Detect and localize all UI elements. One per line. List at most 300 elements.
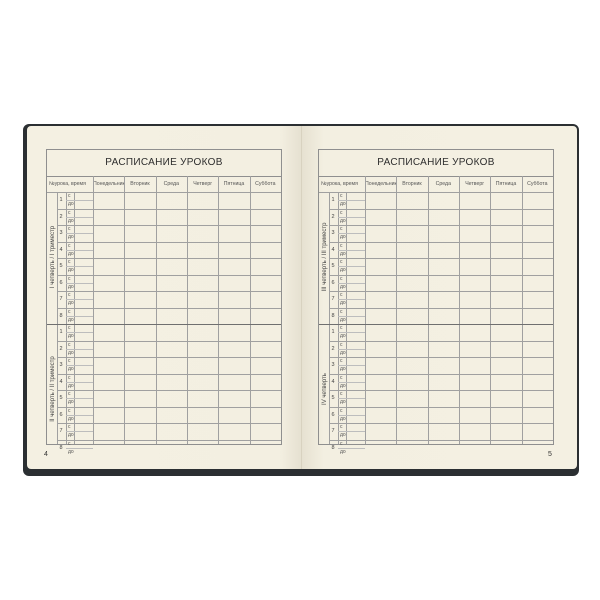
schedule-cell[interactable] <box>251 391 281 407</box>
schedule-cell[interactable] <box>366 276 396 292</box>
column-header-day: Среда <box>163 181 179 187</box>
time-to-label: до <box>68 382 74 389</box>
schedule-cell[interactable] <box>94 193 124 209</box>
time-to-label: до <box>340 201 346 207</box>
schedule-cell[interactable] <box>157 276 187 292</box>
schedule-cell[interactable] <box>366 226 396 242</box>
schedule-cell[interactable] <box>429 309 459 325</box>
schedule-cell[interactable] <box>397 210 427 226</box>
schedule-cell[interactable] <box>219 358 249 374</box>
schedule-cell[interactable] <box>366 193 396 209</box>
lesson-number: 5 <box>331 395 335 401</box>
time-from-label: с <box>68 193 71 199</box>
time-from-label: с <box>340 292 343 298</box>
schedule-cell[interactable] <box>219 193 249 209</box>
schedule-cell[interactable] <box>219 243 249 259</box>
schedule-cell[interactable] <box>251 276 281 292</box>
schedule-cell[interactable] <box>460 424 490 440</box>
schedule-cell[interactable] <box>251 292 281 308</box>
schedule-cell[interactable] <box>523 292 553 308</box>
schedule-cell[interactable] <box>491 243 521 259</box>
schedule-cell[interactable] <box>219 424 249 440</box>
time-split-line <box>338 316 365 317</box>
schedule-cell[interactable] <box>188 193 218 209</box>
schedule-cell[interactable] <box>460 358 490 374</box>
schedule-cell[interactable] <box>397 358 427 374</box>
lesson-number: 6 <box>331 411 335 418</box>
schedule-cell[interactable] <box>397 259 427 275</box>
schedule-cell[interactable] <box>94 441 124 457</box>
schedule-cell[interactable] <box>460 325 490 341</box>
time-from-label: с <box>340 259 343 265</box>
lesson-number: 2 <box>331 345 335 352</box>
schedule-cell[interactable] <box>460 391 490 407</box>
time-to-label: до <box>68 448 74 455</box>
schedule-cell[interactable] <box>429 375 459 391</box>
time-to-label: до <box>68 283 74 290</box>
schedule-cell[interactable] <box>491 424 521 440</box>
time-split-line <box>338 431 365 432</box>
schedule-cell[interactable] <box>397 375 427 391</box>
lesson-number: 6 <box>331 279 335 286</box>
schedule-cell[interactable] <box>523 193 553 209</box>
time-to-label: до <box>68 250 74 257</box>
time-from-label: с <box>340 209 343 216</box>
schedule-cell[interactable] <box>491 193 521 209</box>
column-header-day: Суббота <box>527 181 548 187</box>
schedule-cell[interactable] <box>366 292 396 308</box>
time-to-label: до <box>68 267 74 273</box>
schedule-cell[interactable] <box>366 424 396 440</box>
schedule-cell[interactable] <box>397 408 427 424</box>
time-from-label: с <box>68 440 71 447</box>
schedule-cell[interactable] <box>523 375 553 391</box>
schedule-cell[interactable] <box>429 424 459 440</box>
column-header-lesson-time: №урока, время <box>49 181 86 187</box>
time-from-label: с <box>68 308 71 315</box>
time-split-line <box>66 431 93 432</box>
time-split-line <box>66 332 93 333</box>
schedule-cell[interactable] <box>188 342 218 358</box>
schedule-cell[interactable] <box>523 210 553 226</box>
schedule-cell[interactable] <box>188 375 218 391</box>
schedule-cell[interactable] <box>157 342 187 358</box>
schedule-cell[interactable] <box>94 391 124 407</box>
schedule-cell[interactable] <box>251 193 281 209</box>
schedule-cell[interactable] <box>523 408 553 424</box>
time-to-label: до <box>340 300 346 306</box>
schedule-cell[interactable] <box>523 325 553 341</box>
schedule-cell[interactable] <box>188 408 218 424</box>
schedule-cell[interactable] <box>219 391 249 407</box>
schedule-cell[interactable] <box>157 259 187 275</box>
schedule-cell[interactable] <box>125 441 155 457</box>
schedule-cell[interactable] <box>94 259 124 275</box>
schedule-cell[interactable] <box>460 226 490 242</box>
column-header-day: Суббота <box>255 181 276 187</box>
schedule-cell[interactable] <box>397 424 427 440</box>
schedule-cell[interactable] <box>251 424 281 440</box>
schedule-cell[interactable] <box>397 243 427 259</box>
schedule-cell[interactable] <box>397 193 427 209</box>
time-from-label: с <box>340 374 343 381</box>
schedule-cell[interactable] <box>366 342 396 358</box>
schedule-cell[interactable] <box>429 325 459 341</box>
schedule-cell[interactable] <box>460 375 490 391</box>
schedule-cell[interactable] <box>429 358 459 374</box>
time-to-label: до <box>340 432 346 438</box>
schedule-cell[interactable] <box>157 325 187 341</box>
schedule-cell[interactable] <box>491 325 521 341</box>
schedule-cell[interactable] <box>429 441 459 457</box>
schedule-cell[interactable] <box>429 210 459 226</box>
schedule-cell[interactable] <box>188 424 218 440</box>
schedule-cell[interactable] <box>188 276 218 292</box>
time-split-line <box>66 200 93 201</box>
schedule-cell[interactable] <box>491 342 521 358</box>
schedule-cell[interactable] <box>125 375 155 391</box>
time-from-label: с <box>68 341 71 348</box>
schedule-cell[interactable] <box>460 259 490 275</box>
schedule-cell[interactable] <box>94 358 124 374</box>
time-split-line <box>66 217 93 218</box>
schedule-cell[interactable] <box>157 292 187 308</box>
time-from-label: с <box>68 226 71 232</box>
time-from-label: с <box>68 325 71 331</box>
time-to-label: до <box>340 349 346 356</box>
schedule-cell[interactable] <box>429 276 459 292</box>
time-split-line <box>338 365 365 366</box>
schedule-cell[interactable] <box>366 441 396 457</box>
schedule-cell[interactable] <box>366 210 396 226</box>
schedule-sheet-right <box>318 149 554 455</box>
column-header-day: Пятница <box>223 181 245 187</box>
time-from-label: с <box>340 242 343 249</box>
lesson-number: 8 <box>59 444 63 451</box>
time-split-line <box>338 283 365 284</box>
schedule-cell[interactable] <box>397 391 427 407</box>
time-from-label: с <box>68 242 71 249</box>
schedule-cell[interactable] <box>491 292 521 308</box>
time-split-line <box>66 250 93 251</box>
time-split-line <box>66 316 93 317</box>
schedule-cell[interactable] <box>94 342 124 358</box>
time-split-line <box>66 382 93 383</box>
schedule-sheet-left <box>46 149 282 455</box>
lesson-number: 6 <box>59 411 63 418</box>
schedule-cell[interactable] <box>94 424 124 440</box>
lesson-number: 2 <box>59 345 63 352</box>
schedule-cell[interactable] <box>397 309 427 325</box>
schedule-cell[interactable] <box>125 424 155 440</box>
schedule-cell[interactable] <box>491 210 521 226</box>
time-split-line <box>338 217 365 218</box>
schedule-cell[interactable] <box>491 358 521 374</box>
schedule-cell[interactable] <box>523 342 553 358</box>
schedule-cell[interactable] <box>219 259 249 275</box>
schedule-cell[interactable] <box>460 309 490 325</box>
schedule-cell[interactable] <box>460 210 490 226</box>
time-from-label: с <box>340 226 343 232</box>
schedule-cell[interactable] <box>491 226 521 242</box>
time-split-line <box>66 233 93 234</box>
schedule-cell[interactable] <box>366 358 396 374</box>
schedule-cell[interactable] <box>219 292 249 308</box>
schedule-cell[interactable] <box>157 226 187 242</box>
schedule-cell[interactable] <box>251 259 281 275</box>
schedule-cell[interactable] <box>491 441 521 457</box>
schedule-cell[interactable] <box>125 276 155 292</box>
schedule-cell[interactable] <box>157 391 187 407</box>
time-from-label: с <box>340 341 343 348</box>
lesson-number: 1 <box>59 329 63 335</box>
schedule-cell[interactable] <box>219 276 249 292</box>
term-label: III четверть / III триместр <box>322 222 328 292</box>
time-from-label: с <box>68 374 71 381</box>
schedule-cell[interactable] <box>125 358 155 374</box>
time-split-line <box>66 299 93 300</box>
time-to-label: до <box>340 366 346 372</box>
schedule-cell[interactable] <box>251 243 281 259</box>
schedule-cell[interactable] <box>429 243 459 259</box>
lesson-number: 1 <box>59 197 63 203</box>
schedule-cell[interactable] <box>429 226 459 242</box>
schedule-cell[interactable] <box>125 243 155 259</box>
time-from-label: с <box>68 358 71 364</box>
schedule-cell[interactable] <box>188 292 218 308</box>
schedule-cell[interactable] <box>460 243 490 259</box>
time-to-label: до <box>68 366 74 372</box>
schedule-cell[interactable] <box>188 243 218 259</box>
schedule-cell[interactable] <box>157 424 187 440</box>
time-split-line <box>66 283 93 284</box>
schedule-cell[interactable] <box>94 226 124 242</box>
schedule-cell[interactable] <box>491 276 521 292</box>
schedule-cell[interactable] <box>188 358 218 374</box>
schedule-cell[interactable] <box>125 226 155 242</box>
schedule-cell[interactable] <box>429 408 459 424</box>
schedule-title-left: РАСПИСАНИЕ УРОКОВ <box>47 150 281 177</box>
schedule-cell[interactable] <box>251 441 281 457</box>
time-from-label: с <box>68 292 71 298</box>
schedule-cell[interactable] <box>94 276 124 292</box>
schedule-cell[interactable] <box>188 391 218 407</box>
lesson-number: 4 <box>59 246 63 253</box>
time-from-label: с <box>340 440 343 447</box>
schedule-cell[interactable] <box>94 292 124 308</box>
schedule-cell[interactable] <box>397 441 427 457</box>
time-split-line <box>66 266 93 267</box>
schedule-cell[interactable] <box>523 309 553 325</box>
time-to-label: до <box>68 316 74 323</box>
schedule-cell[interactable] <box>219 325 249 341</box>
lesson-number: 1 <box>331 329 335 335</box>
schedule-cell[interactable] <box>251 408 281 424</box>
lesson-number: 4 <box>331 378 335 385</box>
schedule-cell[interactable] <box>157 408 187 424</box>
schedule-cell[interactable] <box>125 408 155 424</box>
time-split-line <box>338 332 365 333</box>
time-split-line <box>66 349 93 350</box>
schedule-cell[interactable] <box>157 375 187 391</box>
schedule-cell[interactable] <box>366 309 396 325</box>
schedule-cell[interactable] <box>157 358 187 374</box>
schedule-cell[interactable] <box>523 276 553 292</box>
schedule-cell[interactable] <box>219 226 249 242</box>
schedule-cell[interactable] <box>125 210 155 226</box>
time-to-label: до <box>68 415 74 422</box>
time-to-label: до <box>68 300 74 306</box>
schedule-cell[interactable] <box>219 309 249 325</box>
term-label: II четверть / II триместр <box>50 356 56 422</box>
page-number-left: 4 <box>44 451 48 458</box>
schedule-cell[interactable] <box>523 226 553 242</box>
schedule-cell[interactable] <box>491 391 521 407</box>
time-to-label: до <box>68 399 74 405</box>
schedule-cell[interactable] <box>397 342 427 358</box>
schedule-cell[interactable] <box>94 309 124 325</box>
left-page <box>27 126 302 469</box>
schedule-cell[interactable] <box>157 243 187 259</box>
schedule-cell[interactable] <box>460 193 490 209</box>
time-from-label: с <box>68 259 71 265</box>
lesson-number: 4 <box>331 246 335 253</box>
schedule-cell[interactable] <box>429 259 459 275</box>
time-to-label: до <box>340 382 346 389</box>
time-split-line <box>338 398 365 399</box>
lesson-number: 5 <box>59 395 63 401</box>
schedule-cell[interactable] <box>251 210 281 226</box>
lesson-number: 2 <box>59 213 63 220</box>
time-split-line <box>338 233 365 234</box>
time-to-label: до <box>340 316 346 323</box>
schedule-title-right: РАСПИСАНИЕ УРОКОВ <box>319 150 553 177</box>
time-to-label: до <box>68 217 74 224</box>
time-from-label: с <box>340 407 343 414</box>
lesson-number: 7 <box>59 428 63 434</box>
schedule-cell[interactable] <box>366 375 396 391</box>
schedule-cell[interactable] <box>219 441 249 457</box>
schedule-cell[interactable] <box>251 375 281 391</box>
schedule-cell[interactable] <box>251 309 281 325</box>
schedule-cell[interactable] <box>523 358 553 374</box>
lesson-number: 8 <box>331 312 335 319</box>
schedule-cell[interactable] <box>125 325 155 341</box>
schedule-cell[interactable] <box>523 259 553 275</box>
time-split-line <box>338 349 365 350</box>
time-to-label: до <box>68 333 74 339</box>
column-header-day: Среда <box>435 181 451 187</box>
schedule-cell[interactable] <box>397 276 427 292</box>
schedule-cell[interactable] <box>491 408 521 424</box>
schedule-cell[interactable] <box>460 292 490 308</box>
schedule-cell[interactable] <box>251 325 281 341</box>
schedule-cell[interactable] <box>94 325 124 341</box>
lesson-number: 7 <box>331 428 335 434</box>
time-from-label: с <box>340 424 343 430</box>
schedule-cell[interactable] <box>94 243 124 259</box>
schedule-cell[interactable] <box>523 243 553 259</box>
column-header-day: Пятница <box>495 181 517 187</box>
time-to-label: до <box>340 217 346 224</box>
schedule-cell[interactable] <box>397 292 427 308</box>
time-split-line <box>338 415 365 416</box>
schedule-cell[interactable] <box>125 309 155 325</box>
column-header-day: Вторник <box>402 181 422 187</box>
schedule-cell[interactable] <box>460 441 490 457</box>
schedule-cell[interactable] <box>188 259 218 275</box>
schedule-cell[interactable] <box>523 391 553 407</box>
time-to-label: до <box>340 283 346 290</box>
schedule-cell[interactable] <box>188 441 218 457</box>
schedule-cell[interactable] <box>125 342 155 358</box>
time-to-label: до <box>68 201 74 207</box>
schedule-cell[interactable] <box>125 259 155 275</box>
schedule-cell[interactable] <box>94 375 124 391</box>
lesson-number: 5 <box>331 263 335 269</box>
time-to-label: до <box>340 267 346 273</box>
schedule-cell[interactable] <box>219 375 249 391</box>
schedule-cell[interactable] <box>429 292 459 308</box>
schedule-cell[interactable] <box>157 193 187 209</box>
schedule-cell[interactable] <box>188 309 218 325</box>
schedule-cell[interactable] <box>94 210 124 226</box>
schedule-cell[interactable] <box>219 342 249 358</box>
schedule-cell[interactable] <box>366 408 396 424</box>
time-to-label: до <box>340 448 346 455</box>
time-split-line <box>66 415 93 416</box>
schedule-cell[interactable] <box>188 210 218 226</box>
schedule-cell[interactable] <box>429 193 459 209</box>
schedule-cell[interactable] <box>366 391 396 407</box>
schedule-cell[interactable] <box>219 408 249 424</box>
schedule-cell[interactable] <box>366 259 396 275</box>
schedule-cell[interactable] <box>429 342 459 358</box>
schedule-cell[interactable] <box>157 309 187 325</box>
schedule-cell[interactable] <box>251 342 281 358</box>
schedule-cell[interactable] <box>397 325 427 341</box>
schedule-cell[interactable] <box>491 259 521 275</box>
schedule-cell[interactable] <box>366 243 396 259</box>
schedule-cell[interactable] <box>125 391 155 407</box>
right-page <box>302 126 577 469</box>
column-header-lesson-time: №урока, время <box>321 181 358 187</box>
schedule-cell[interactable] <box>523 424 553 440</box>
schedule-cell[interactable] <box>125 292 155 308</box>
schedule-cell[interactable] <box>125 193 155 209</box>
schedule-cell[interactable] <box>188 325 218 341</box>
time-from-label: с <box>68 407 71 414</box>
schedule-cell[interactable] <box>491 309 521 325</box>
schedule-cell[interactable] <box>460 408 490 424</box>
schedule-cell[interactable] <box>251 226 281 242</box>
schedule-cell[interactable] <box>188 226 218 242</box>
lesson-number: 8 <box>331 444 335 451</box>
schedule-cell[interactable] <box>251 358 281 374</box>
schedule-cell[interactable] <box>397 226 427 242</box>
column-header-day: Вторник <box>130 181 150 187</box>
schedule-cell[interactable] <box>94 408 124 424</box>
schedule-cell[interactable] <box>460 342 490 358</box>
schedule-cell[interactable] <box>157 441 187 457</box>
schedule-cell[interactable] <box>460 276 490 292</box>
lesson-number: 7 <box>331 296 335 302</box>
schedule-cell[interactable] <box>491 375 521 391</box>
schedule-cell[interactable] <box>366 325 396 341</box>
schedule-cell[interactable] <box>157 210 187 226</box>
schedule-cell[interactable] <box>219 210 249 226</box>
schedule-cell[interactable] <box>429 391 459 407</box>
